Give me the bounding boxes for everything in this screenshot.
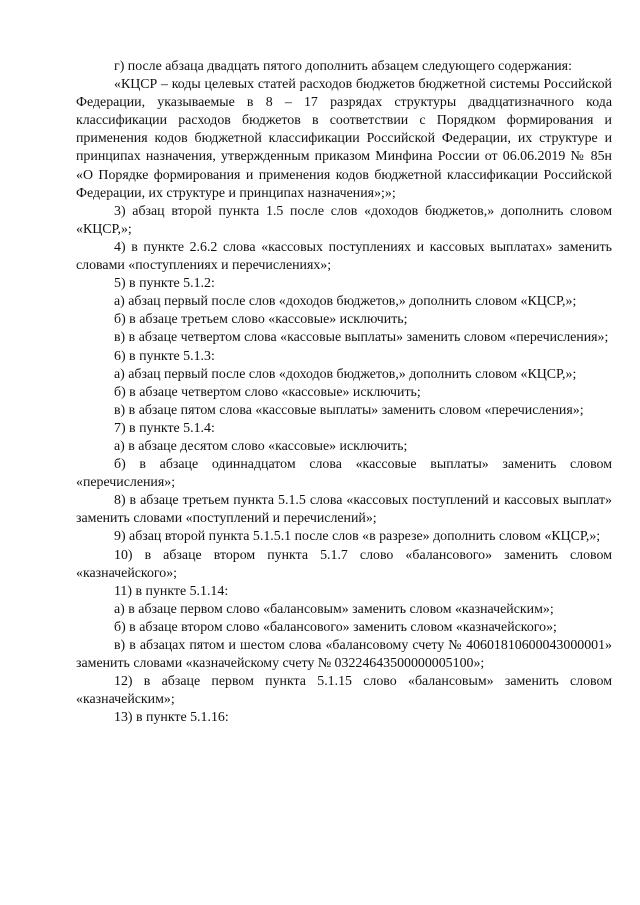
paragraph-11: б) в абзаце четвертом слово «кассовые» исключить; (114, 384, 421, 400)
paragraph-21: б) в абзаце втором слово «балансового» заменить словом «казначейского»; (114, 619, 557, 635)
paragraph-23: 12) в абзаце первом пункта 5.1.15 слово «балансовым» заменить словом «казначейским»; (76, 674, 612, 708)
paragraph-22: в) в абзацах пятом и шестом слова «балансовому счету № 40601810600043000001» заменить словами «казначейскому счету № 03224643500000005100»; (76, 638, 612, 672)
paragraph-10: а) абзац первый после слов «доходов бюджетов,» дополнить словом «КЦСР,»; (114, 366, 577, 382)
paragraph-7: б) в абзаце третьем слово «кассовые» исключить; (114, 312, 408, 328)
paragraph-19: 11) в пункте 5.1.14: (114, 583, 229, 599)
paragraph-6: а) абзац первый после слов «доходов бюджетов,» дополнить словом «КЦСР,»; (114, 294, 577, 310)
paragraph-15: б) в абзаце одиннадцатом слова «кассовые выплаты» заменить словом «перечисления»; (76, 457, 612, 491)
paragraph-8: в) в абзаце четвертом слова «кассовые выплаты» заменить словом «перечисления»; (114, 330, 609, 346)
paragraph-14: а) в абзаце десятом слово «кассовые» исключить; (114, 438, 408, 454)
paragraph-16: 8) в абзаце третьем пункта 5.1.5 слова «кассовых поступлений и кассовых выплат» заменить словами «поступлений и перечислений»; (76, 493, 612, 527)
paragraph-5: 5) в пункте 5.1.2: (114, 276, 215, 292)
paragraph-13: 7) в пункте 5.1.4: (114, 420, 215, 436)
paragraph-20: а) в абзаце первом слово «балансовым» заменить словом «казначейским»; (114, 601, 554, 617)
paragraph-18: 10) в абзаце втором пункта 5.1.7 слово «балансового» заменить словом «казначейского»; (76, 547, 612, 581)
paragraph-1: г) после абзаца двадцать пятого дополнить абзацем следующего содержания: (114, 59, 572, 74)
paragraph-24: 13) в пункте 5.1.16: (114, 710, 229, 726)
document-page (76, 58, 612, 727)
paragraph-4: 4) в пункте 2.6.2 слова «кассовых поступлениях и кассовых выплатах» заменить словами «поступлениях и перечислениях»; (76, 239, 612, 274)
paragraph-3: 3) абзац второй пункта 1.5 после слов «доходов бюджетов,» дополнить словом «КЦСР,»; (76, 203, 612, 237)
paragraph-12: в) в абзаце пятом слова «кассовые выплаты» заменить словом «перечисления»; (114, 402, 584, 418)
paragraph-9: 6) в пункте 5.1.3: (114, 348, 215, 364)
paragraph-2: «КЦСР – коды целевых статей расходов бюджетов бюджетной системы Российской Федерации, указываемые в 8 – 17 разрядах структуры двадцатизначного кода классификации расходов бюджетов в соответствии с Порядком формирования и применения кодов бюджетной классификации Российской Федерации, их структуре и принципах назначения, утвержденным приказом Минфина России от 06.06.2019 № 85н «О Порядке формирования и применения кодов бюджетной классификации Российской Федерации, их структуре и принципах назначения»;»; (76, 77, 612, 201)
paragraph-17: 9) абзац второй пункта 5.1.5.1 после слов «в разрезе» дополнить словом «КЦСР,»; (114, 529, 601, 545)
